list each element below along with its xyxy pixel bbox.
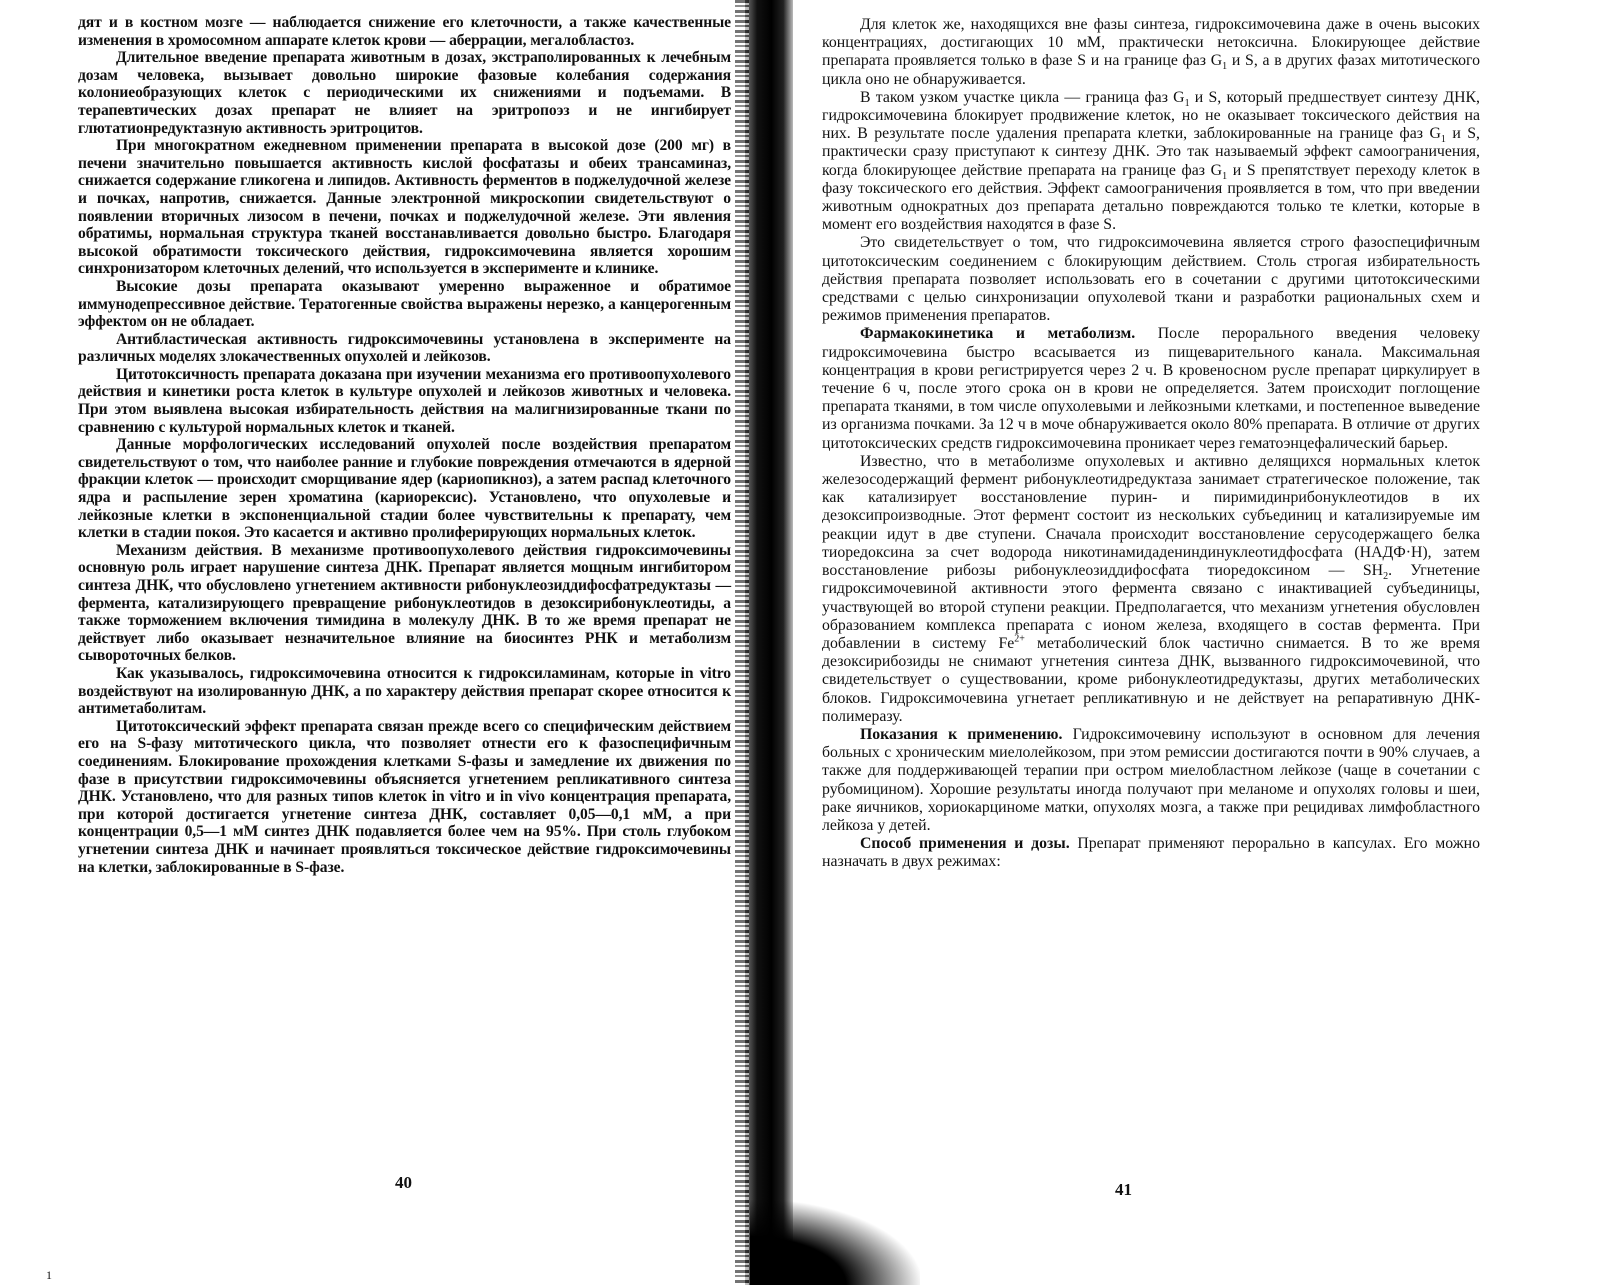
corner-mark: 1 <box>46 1268 52 1282</box>
section-heading-indications: Показания к применению. <box>860 725 1063 743</box>
paragraph: Антибластическая активность гидроксимочевины установлена в эксперименте на различных моделях злокачественных опухолей и лейкозов. <box>78 330 731 366</box>
paragraph: Данные морфологических исследований опухолей после воздействия препаратом свидетельствуют о том, что наиболее ранние и глубокие повреждения отмечаются в ядерной фракции клеток — происходит сморщивание ядер (кариопикноз), а затем распад клеточного ядра и распыление зерен хроматина (кариорексис). Установлено, что опухолевые и лейкозные клетки в экспоненциальной стадии более чувствительны к препарату, чем клетки в стадии покоя. Это касается и активно пролиферирующих нормальных клеток. <box>78 436 731 542</box>
book-gutter-shadow <box>745 0 793 1285</box>
paragraph: Цитотоксичность препарата доказана при изучении механизма его противоопухолевого действия и кинетики роста клеток в культуре опухолей и лейкозов животных и человека. При этом выявлена высокая избирательность действия на малигнизированные ткани по сравнению с культурой нормальных клеток и тканей. <box>78 365 731 436</box>
right-page-text <box>822 16 1480 872</box>
pharmacokinetics-paragraph: Фармакокинетика и метаболизм. После перорального введения человеку гидроксимочевина быстро всасывается из пищеварительного канала. Максимальная концентрация в крови регистрируется через 2 ч. В кровеносном русле препарат циркулирует в течение 6 ч, после этого срока он в крови не определяется. Затем происходит поглощение препарата тканями, в том числе опухолевыми и лейкозными клетками, и постепенное выведение из организма почками. За 12 ч в моче обнаруживается около 80% препарата. В отличие от других цитотоксических средств гидроксимочевина проникает через гематоэнцефалический барьер. <box>822 325 1480 452</box>
paragraph: Для клеток же, находящихся вне фазы синтеза, гидроксимочевина даже в очень высоких концентрациях, достигающих 10 мМ, практически нетоксична. Блокирующее действие препарата проявляется только в фазе S и на границе фаз $G_1$ и S, а в других фазах митотического цикла оно не обнаруживается. <box>822 16 1481 88</box>
right-page <box>790 0 1600 1285</box>
section-heading-mechanism: Механизм действия. <box>116 541 263 559</box>
page-number-left: 40 <box>395 1173 412 1192</box>
mechanism-paragraph <box>78 542 731 665</box>
left-page <box>0 0 745 1285</box>
paragraph: Высокие дозы препарата оказывают умеренно выраженное и обратимое иммунодепрессивное действие. Тератогенные свойства выражены нерезко, а канцерогенным эффектом он не обладает. <box>78 277 731 331</box>
gutter-edge-noise <box>735 0 749 1285</box>
paragraph: Как указывалось, гидроксимочевина относится к гидроксиламинам, которые in vitro воздействуют на изолированную ДНК, а по характеру действия препарат скорее относится к антиметаболитам. <box>78 664 731 718</box>
left-page-text <box>78 14 731 876</box>
page-number-right: 41 <box>1115 1180 1132 1199</box>
paragraph: Длительное введение препарата животным в дозах, экстраполированных к лечебным дозам человека, вызывает довольно широкие фазовые колебания содержания колониеобразующих клеток с периодическими их снижениями и подъемами. В терапевтических дозах препарат не влияет на эритропоэз и не ингибирует глютатионредуктазную активность эритроцитов. <box>78 49 731 137</box>
paragraph: При многократном ежедневном применении препарата в высокой дозе (200 мг) в печени значительно повышается активность кислой фосфатазы и обеих трансаминаз, снижается содержание гликогена и липидов. Активность ферментов в поджелудочной железе и почках, напротив, снижается. Данные электронной микроскопии свидетельствуют о появлении вторичных лизосом в печени, почках и поджелудочной железе. Эти явления обратимы, нормальная структура тканей восстанавливается довольно быстро. Благодаря высокой обратимости токсического действия, гидроксимочевина является хорошим синхронизатором клеточных делений, что используется в эксперименте и клинике. <box>78 137 731 278</box>
paragraph: дят и в костном мозге — наблюдается снижение его клеточности, а также качественные изменения в хромосомном аппарате клеток крови — аберрации, мегалобластоз. <box>78 14 731 49</box>
paragraph: Известно, что в метаболизме опухолевых и активно делящихся нормальных клеток железосодержащий фермент рибонуклеотидредуктаза занимает стратегическое положение, так как катализирует восстановление пурин- и пиримидинрибонуклеотидов в их дезоксипроизводные. Этот фермент состоит из нескольких субъединиц и катализируемые им реакции идут в две ступени. Сначала происходит восстановление серусодержащего белка тиоредоксина за счет водорода никотинамидадениндинуклеотидфосфата (НАДФ·Н), затем восстановление рибозы рибонуклеозиддифосфата тиоредоксином — $SH_2$. Угнетение гидроксимочевиной активности этого фермента связано с инактивацией субъединицы, участвующей во второй ступени реакции. Предполагается, что механизм угнетения обусловлен образованием комплекса препарата с ионом железа, входящего в состав фермента. При добавлении в систему $Fe^{2+}$ метаболический блок частично снимается. В то же время дезоксирибозиды не снимают угнетения синтеза ДНК, вызванного гидроксимочевиной, что свидетельствует о существовании, кроме рибонуклеотидредуктазы, других метаболических блоков. Гидроксимочевина угнетает репликативную и не действует на репаративную ДНК-полимеразу. <box>822 452 1480 725</box>
paragraph: Цитотоксический эффект препарата связан прежде всего со специфическим действием его на S-фазу митотического цикла, что позволяет отнести его к фазоспецифичным соединениям. Блокирование прохождения клетками S-фазы и замедление их движения по фазе в присутствии гидроксимочевины объясняется угнетением репликативного синтеза ДНК. Установлено, что для разных типов клеток in vitro и in vivo концентрация препарата, при которой достигается угнетение синтеза ДНК, составляет 0,05—0,1 мМ, а при концентрации 0,5—1 мМ синтез ДНК подавляется более чем на 95%. При столь глубоком угнетении синтеза ДНК и начинает проявляться токсическое действие гидроксимочевины на клетки, заблокированные в S-фазе. <box>78 717 731 876</box>
dosage-paragraph: Способ применения и дозы. Препарат применяют перорально в капсулах. Его можно назначать в двух режимах: <box>822 835 1480 871</box>
section-heading-pharmacokinetics: Фармакокинетика и метаболизм. <box>860 325 1136 343</box>
paragraph: Это свидетельствует о том, что гидроксимочевина является строго фазоспецифичным цитотоксическим соединением с блокирующим действием. Столь строгая избирательность действия препарата позволяет использовать его в сочетании с другими цитотоксическими средствами с целью синхронизации опухолевой ткани и разработки рациональных схем и режимов применения препаратов. <box>822 234 1480 325</box>
mechanism-text: В механизме противоопухолевого действия гидроксимочевины основную роль играет нарушение синтеза ДНК. Препарат является мощным ингибитором синтеза ДНК, что обусловлено угнетением активности рибонуклеозиддифосфатредуктазы — фермента, катализирующего превращение рибонуклеотидов в дезоксирибонуклеотиды, а также торможением включения тимидина в молекулу ДНК. В то же время препарат не действует либо оказывает незначительное влияние на биосинтез РНК и метаболизм сывороточных белков. <box>78 541 731 665</box>
paragraph: В таком узком участке цикла — граница фаз $G_1$ и S, который предшествует синтезу ДНК, гидроксимочевина блокирует продвижение клеток, но не оказывает токсического действия на них. В результате после удаления препарата клетки, заблокированные на границе фаз $G_1$ и S, практически сразу приступают к синтезу ДНК. Это так называемый эффект самоограничения, когда блокирующее действие препарата на границе фаз $G_1$ и S препятствует переходу клеток в фазу токсического его действия. Эффект самоограничения проявляется в том, что при введении животным однократных доз препарата детально повреждаются только те клетки, которые в момент его воздействия находятся в фазе S. <box>822 88 1480 234</box>
indications-paragraph: Показания к применению. Гидроксимочевину используют в основном для лечения больных с хроническим миелолейкозом, при этом ремиссии достигаются почти в 90% случаев, а также для поддерживающей терапии при остром миелобластном лейкозе (чаще в сочетании с рубомицином). Хорошие результаты иногда получают при меланоме и опухолях головы и шеи, раке яичников, хориокарциноме матки, опухолях мозга, а также при рецидивах лимфобластного лейкоза у детей. <box>822 725 1481 834</box>
section-heading-dosage: Способ применения и дозы. <box>860 835 1070 853</box>
